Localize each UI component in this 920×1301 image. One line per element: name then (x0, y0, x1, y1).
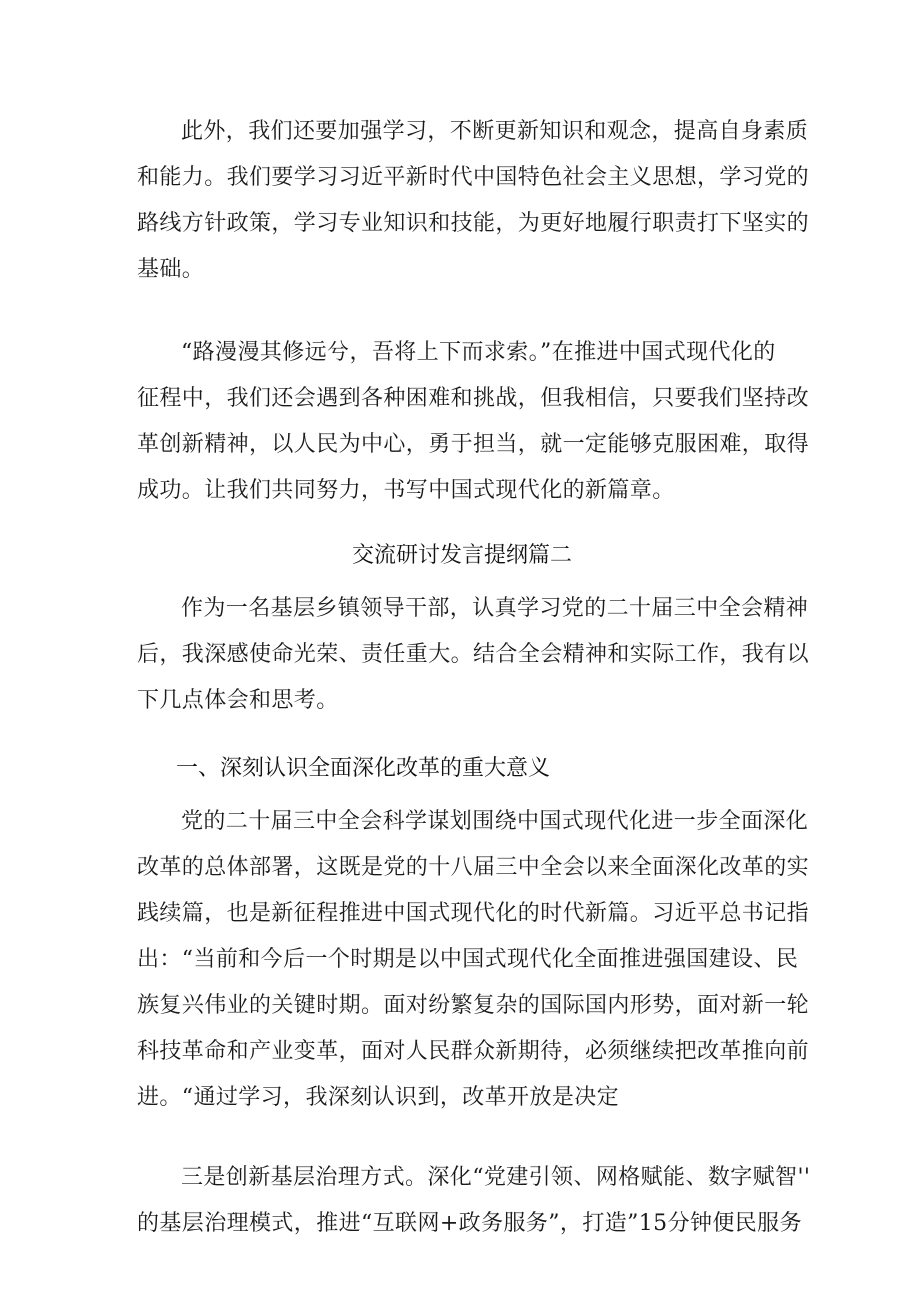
paragraph-line: 路线方针政策，学习专业知识和技能，为更好地履行职责打下坚实的 (137, 211, 810, 236)
paragraph-line: 践续篇，也是新征程推进中国式现代化的时代新篇。习近平总书记指 (137, 901, 810, 926)
paragraph-line: 改革的总体部署，这既是党的十八届三中全会以来全面深化改革的实 (137, 855, 810, 880)
paragraph-line: 族复兴伟业的关键时期。面对纷繁复杂的国际国内形势，面对新一轮 (137, 993, 810, 1018)
paragraph-line: 革创新精神，以人民为中心，勇于担当，就一定能够克服困难，取得 (137, 432, 810, 457)
section-title: 交流研讨发言提纲篇二 (352, 543, 573, 568)
paragraph-line: 党的二十届三中全会科学谋划围绕中国式现代化进一步全面深化 (181, 809, 809, 834)
paragraph-line: 此外，我们还要加强学习，不断更新知识和观念，提高自身素质 (181, 119, 809, 144)
paragraph-line: 进。“通过学习，我深刻认识到，改革开放是决定 (137, 1085, 620, 1110)
paragraph-line: 后，我深感使命光荣、责任重大。结合全会精神和实际工作，我有以 (137, 642, 810, 667)
paragraph-line: “路漫漫其修远兮，吾将上下而求索。”在推进中国式现代化的 (181, 340, 776, 365)
paragraph-line: 和能力。我们要学习习近平新时代中国特色社会主义思想，学习党的 (137, 165, 810, 190)
paragraph-line: 征程中，我们还会遇到各种困难和挑战，但我相信，只要我们坚持改 (137, 386, 810, 411)
paragraph-line: 三是创新基层治理方式。深化“党建引领、网格赋能、数字赋智'' (181, 1165, 811, 1190)
paragraph-line: 出：“当前和今后一个时期是以中国式现代化全面推进强国建设、民 (137, 947, 799, 972)
paragraph-line: 作为一名基层乡镇领导干部，认真学习党的二十届三中全会精神 (181, 596, 809, 621)
paragraph-line: 成功。让我们共同努力，书写中国式现代化的新篇章。 (137, 478, 675, 503)
paragraph-line: 科技革命和产业变革，面对人民群众新期待，必须继续把改革推向前 (137, 1039, 810, 1064)
paragraph-line: 的基层治理模式，推进“互联网+政务服务”，打造”15分钟便民服务 (137, 1211, 802, 1236)
paragraph-line: 基础。 (137, 257, 205, 282)
paragraph-line: 下几点体会和思考。 (137, 688, 339, 713)
sub-heading: 一、深刻认识全面深化改革的重大意义 (176, 756, 551, 781)
